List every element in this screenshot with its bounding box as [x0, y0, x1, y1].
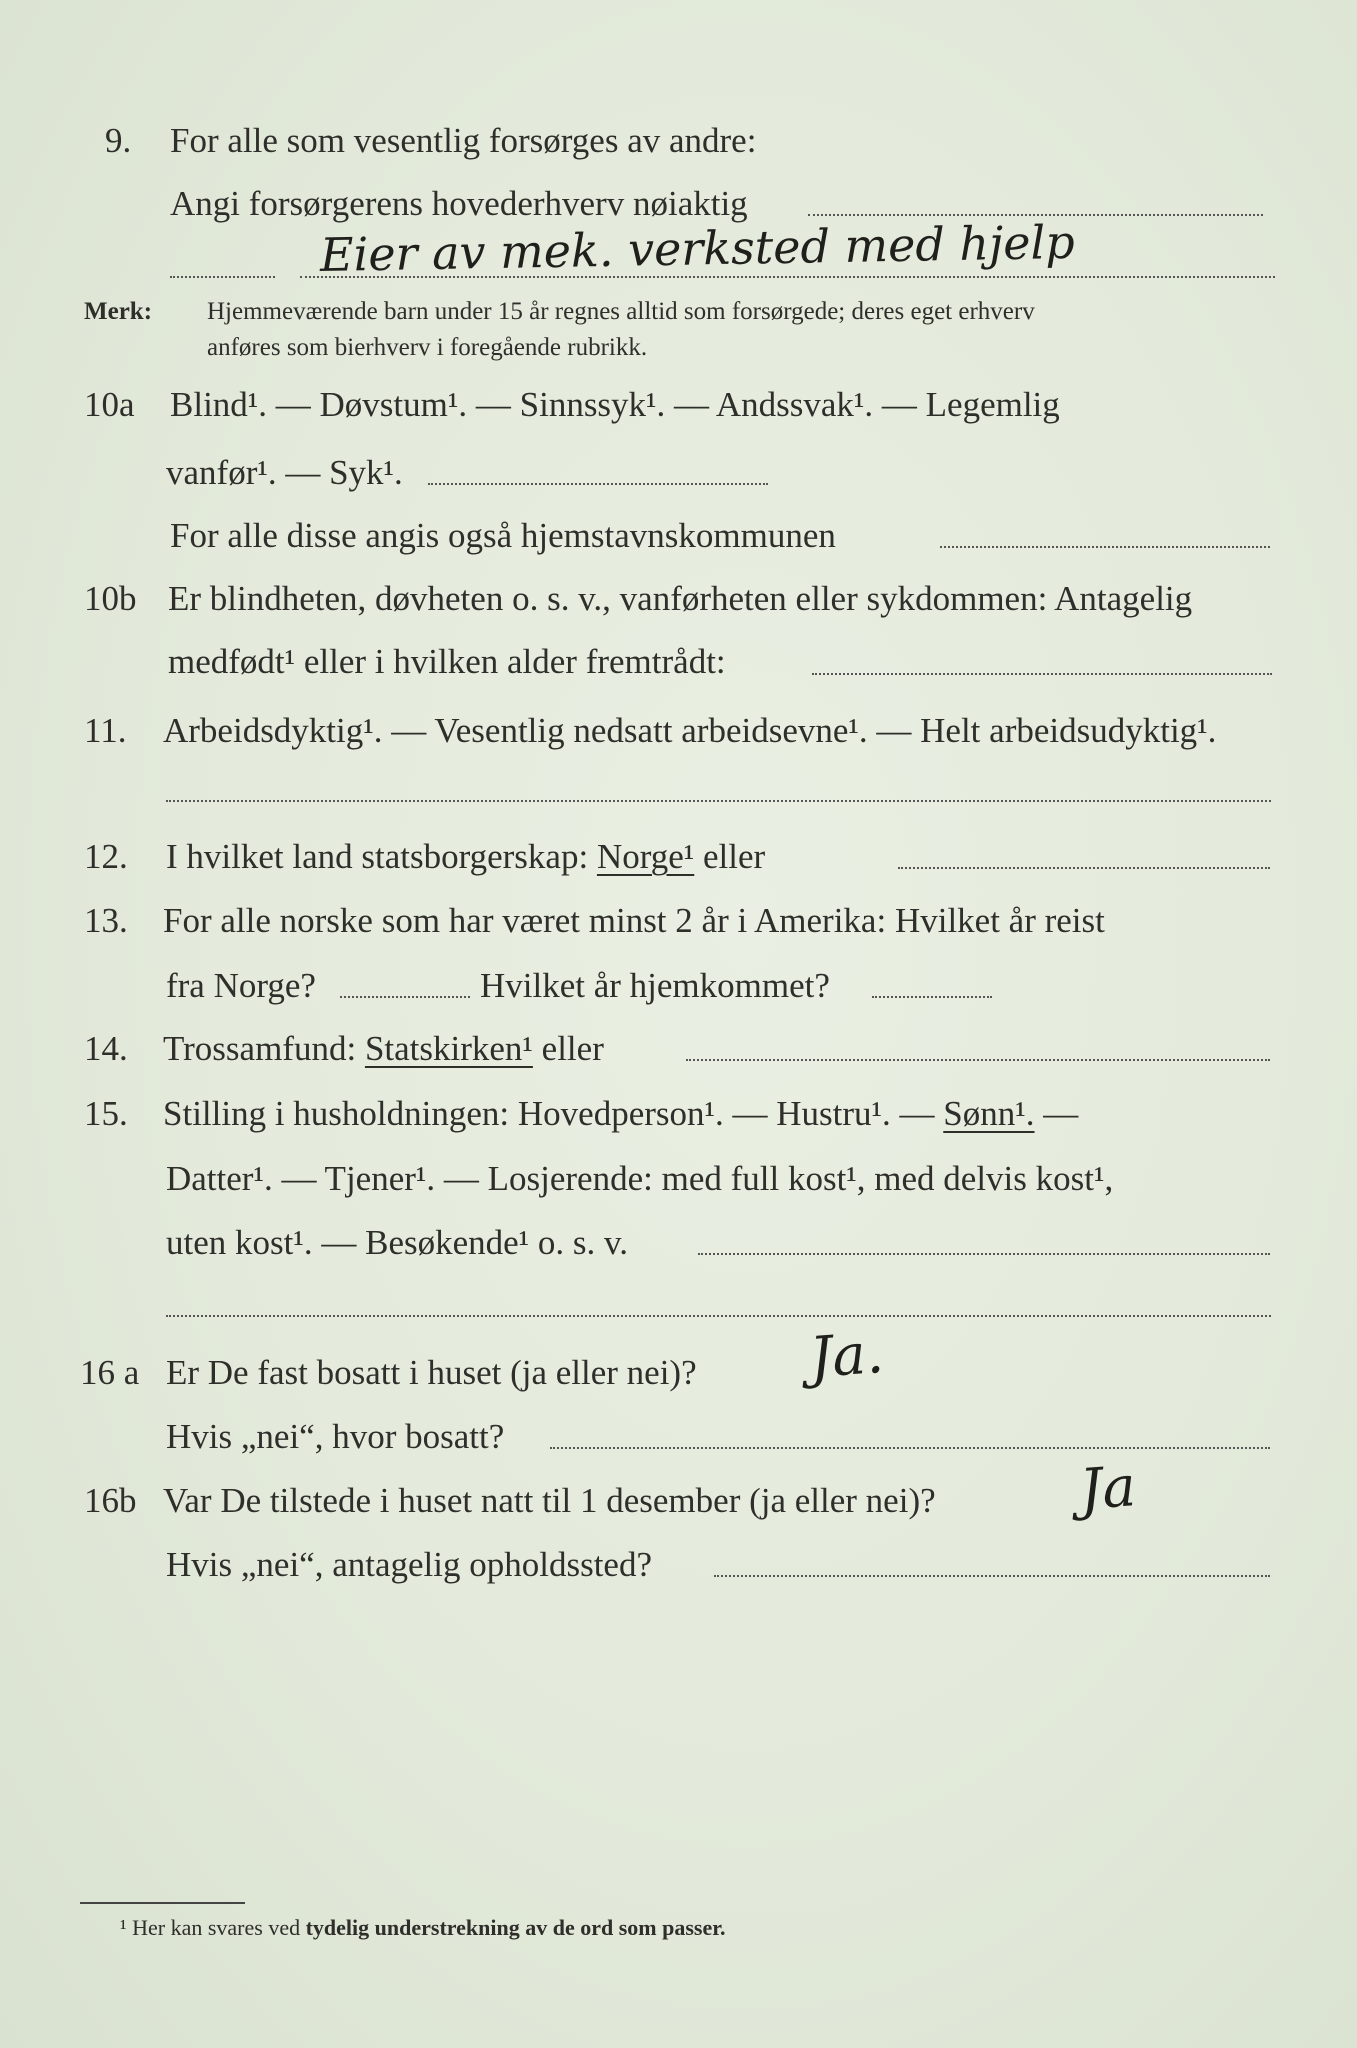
q16a-handwritten-answer: Ja. — [807, 1320, 886, 1391]
q9-text-line2: Angi forsørgerens hovederhverv nøiaktig — [170, 184, 748, 223]
q13-answer-line-1 — [340, 996, 470, 998]
q12-prefix: I hvilket land statsborgerskap: — [166, 837, 589, 876]
footnote-mark: ¹ — [120, 1915, 127, 1940]
q12-number: 12. — [84, 837, 128, 876]
q10a-text-line1: Blind¹. — Døvstum¹. — Sinnssyk¹. — Andssvak¹. — Legemlig — [170, 385, 1060, 424]
q12-text — [166, 836, 765, 878]
q16b-number: 16b — [84, 1481, 137, 1520]
footnote — [120, 1912, 726, 1944]
q14-text — [163, 1028, 604, 1070]
footnote-text: Her kan svares ved — [132, 1915, 301, 1940]
q15-text-line2: Datter¹. — Tjener¹. — Losjerende: med full kost¹, med delvis kost¹, — [166, 1159, 1114, 1198]
merk-label: Merk: — [84, 298, 153, 325]
q11-text-line1: Arbeidsdyktig¹. — Vesentlig nedsatt arbeidsevne¹. — Helt arbeidsudyktig¹. — [163, 711, 1217, 750]
q13-text-line1: For alle norske som har været minst 2 år i Amerika: Hvilket år reist — [163, 901, 1105, 940]
q15-underlined-option: Sønn¹. — [943, 1094, 1035, 1133]
q10b-text-line2: medfødt¹ eller i hvilken alder fremtrådt: — [168, 642, 726, 681]
q15-answer-line-1 — [698, 1253, 1270, 1255]
q10b-answer-line — [812, 673, 1272, 675]
footnote-emphasis: tydelig understrekning av de ord som passer. — [305, 1915, 726, 1940]
merk-text-line2: anføres som bierhverv i foregående rubrikk. — [207, 334, 648, 361]
q11-number: 11. — [84, 711, 127, 750]
q15-text-line3: uten kost¹. — Besøkende¹ o. s. v. — [166, 1223, 629, 1262]
q16b-text-line1: Var De tilstede i huset natt til 1 desember (ja eller nei)? — [163, 1481, 936, 1520]
q16a-answer-line — [550, 1447, 1270, 1449]
q15-answer-line-2 — [166, 1315, 1271, 1317]
q15-line1-prefix: Stilling i husholdningen: Hovedperson¹. — Hustru¹. — — [163, 1094, 935, 1133]
q9-text-line1: For alle som vesentlig forsørges av andre: — [170, 121, 757, 160]
q9-answer-line-2a — [170, 276, 275, 278]
q14-prefix: Trossamfund: — [163, 1029, 357, 1068]
q12-underlined-option: Norge¹ — [596, 837, 695, 876]
q13-answer-line-2 — [872, 996, 992, 998]
q14-answer-line — [686, 1059, 1270, 1061]
q16a-text-line1: Er De fast bosatt i huset (ja eller nei)? — [166, 1353, 697, 1392]
q12-answer-line — [898, 867, 1270, 869]
q10a-answer-line-2 — [940, 546, 1270, 548]
q16b-text-line2: Hvis „nei“, antagelig opholdssted? — [166, 1545, 652, 1584]
q9-handwritten-answer: Eier av mek. verksted med hjelp — [319, 214, 1076, 282]
q12-suffix: eller — [703, 837, 766, 876]
q10a-number: 10a — [84, 385, 135, 424]
q15-text-line1 — [163, 1093, 1078, 1135]
q11-answer-line — [166, 800, 1271, 802]
q13-text-line2b: Hvilket år hjemkommet? — [480, 966, 830, 1005]
merk-text-line1: Hjemmeværende barn under 15 år regnes alltid som forsørgede; deres eget erhverv — [207, 298, 1035, 325]
q16a-number: 16 a — [80, 1353, 140, 1392]
q14-underlined-option: Statskirken¹ — [364, 1029, 533, 1068]
q9-number: 9. — [105, 121, 132, 160]
q13-number: 13. — [84, 901, 128, 940]
q15-number: 15. — [84, 1094, 128, 1133]
q14-number: 14. — [84, 1029, 128, 1068]
q10a-answer-line-1 — [428, 483, 768, 485]
q10b-number: 10b — [84, 579, 137, 618]
q16b-handwritten-answer: Ja — [1077, 1454, 1138, 1523]
q10a-text-line3: For alle disse angis også hjemstavnskommunen — [170, 516, 836, 555]
footnote-rule — [80, 1902, 245, 1904]
q16a-text-line2: Hvis „nei“, hvor bosatt? — [166, 1417, 505, 1456]
q10a-text-line2: vanfør¹. — Syk¹. — [166, 453, 403, 492]
q16b-answer-line — [714, 1575, 1270, 1577]
q10b-text-line1: Er blindheten, døvheten o. s. v., vanførheten eller sykdommen: Antagelig — [168, 579, 1193, 618]
q13-text-line2a: fra Norge? — [166, 966, 316, 1005]
q15-line1-suffix: — — [1043, 1094, 1079, 1133]
q14-suffix: eller — [541, 1029, 604, 1068]
